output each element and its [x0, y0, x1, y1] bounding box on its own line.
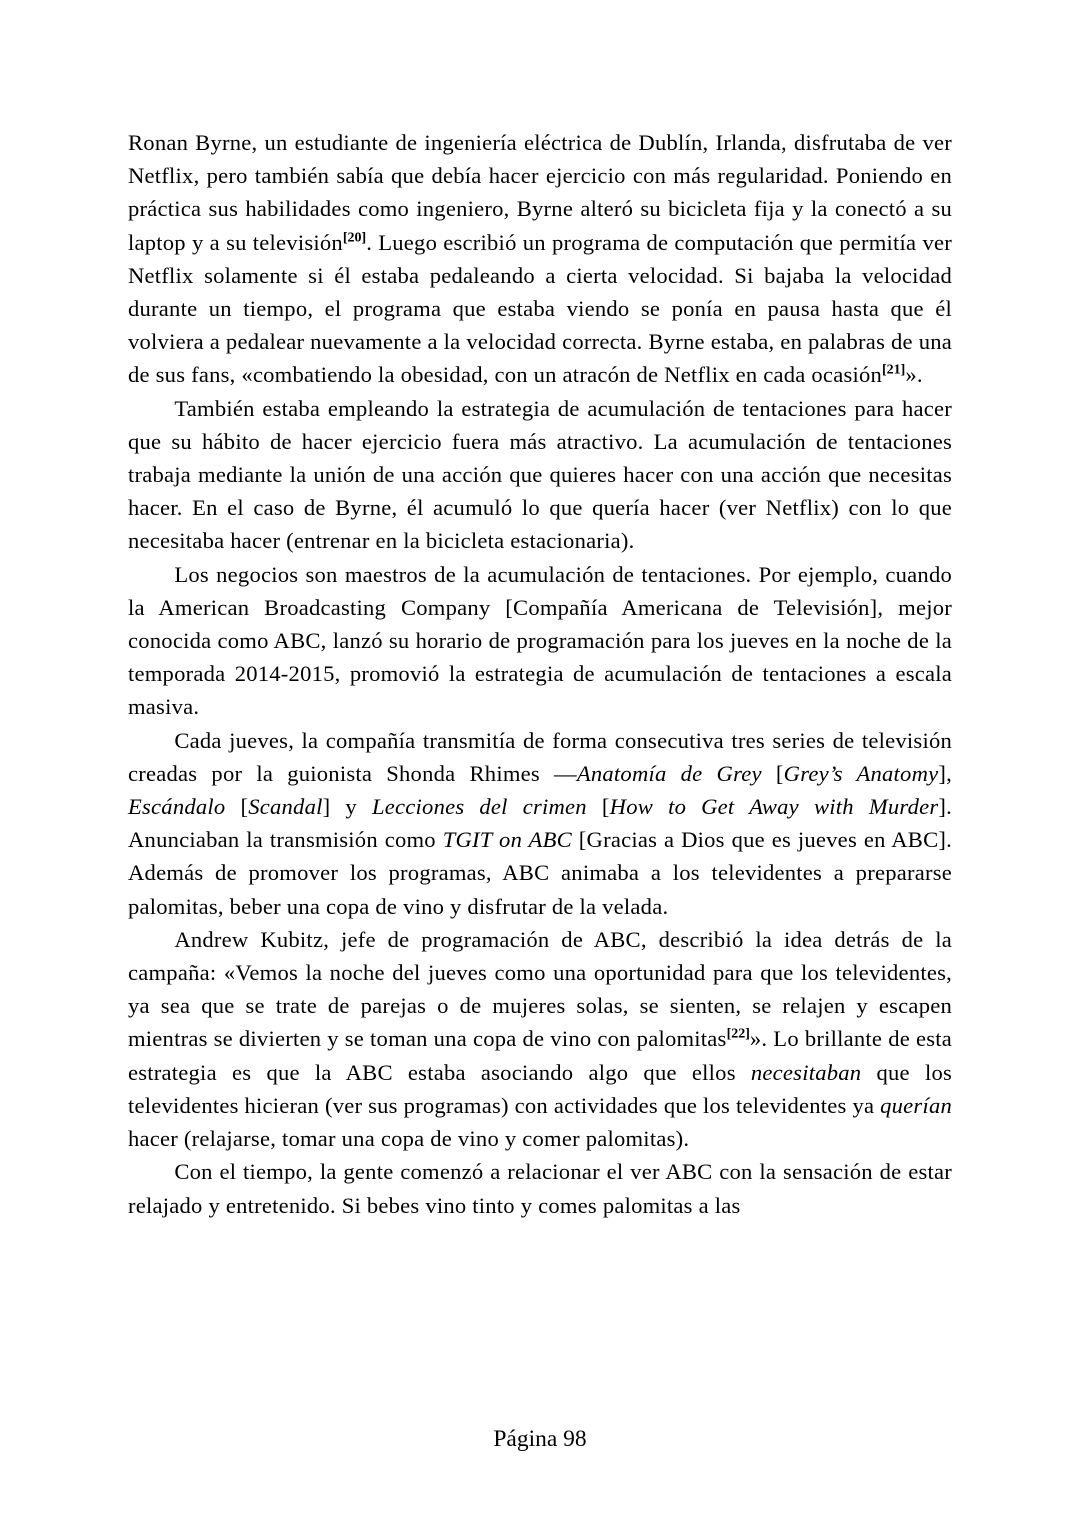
text-run: Andrew Kubitz, jefe de programación de ABC, describió la idea detrás de la campaña: «Vemos la noche del jueves como una oportunidad para que los televidentes, ya sea que se trate de parejas o de mujeres solas, se sienten, se relajen y escapen mientras se divierten y se toman una copa de vino con palomitas — [128, 926, 952, 1052]
italic-text: Scandal — [248, 794, 323, 820]
text-run: ». — [905, 362, 923, 388]
italic-text: Anatomía de Grey — [576, 760, 762, 786]
text-run: Los negocios son maestros de la acumulación de tentaciones. Por ejemplo, cuando la American Broadcasting Company [Compañía Americana de Televisión], mejor conocida como ABC, lanzó su horario de programación para los jueves en la noche de la temporada 2014-2015, promovió la estrategia de acumulación de tentaciones a escala masiva. — [128, 561, 952, 720]
body-paragraph — [128, 392, 952, 558]
page-footer — [0, 1424, 1080, 1454]
text-run: . Luego escribió un programa de computación que permitía ver Netflix solamente si él estaba pedaleando a cierta velocidad. Si bajaba la velocidad durante un tiempo, el programa que estaba viendo se ponía en pausa hasta que él volviera a pedalear nuevamente a la velocidad correcta. Byrne estaba, en palabras de una de sus fans, «combatiendo la obesidad, con un atracón de Netflix en cada ocasión — [128, 229, 952, 388]
italic-text: Escándalo — [128, 794, 226, 820]
text-run: [ — [225, 794, 249, 820]
text-run: Ronan Byrne, un estudiante de ingeniería eléctrica de Dublín, Irlanda, disfrutaba de ver Netflix, pero también sabía que debía hacer ejercicio con más regularidad. Poniendo en práctica sus habilidades como ingeniero, Byrne alteró su bicicleta fija y la conectó a su laptop y a su televisión — [128, 130, 952, 255]
italic-text: necesitaban — [750, 1059, 862, 1085]
body-text-column — [128, 126, 952, 1222]
text-run: que los televidentes hicieran (ver sus programas) con actividades que los televidentes ya — [128, 1059, 952, 1118]
text-run: ], — [938, 760, 952, 786]
text-run: [ — [761, 760, 784, 786]
text-run: [Gracias a Dios que es jueves en ABC]. Además de promover los programas, ABC animaba a los televidentes a prepararse palomitas, beber una copa de vino y disfrutar de la velada. — [128, 827, 952, 919]
italic-text: TGIT on ABC — [442, 827, 572, 853]
italic-text: querían — [880, 1092, 952, 1118]
text-run: Cada jueves, la compañía transmitía de forma consecutiva tres series de televisión creadas por la guionista Shonda Rhimes — — [128, 727, 952, 786]
text-run: Con el tiempo, la gente comenzó a relacionar el ver ABC con la sensación de estar relajado y entretenido. Si bebes vino tinto y comes palomitas a las — [128, 1159, 952, 1218]
footnote-reference[interactable]: [21] — [882, 362, 906, 378]
text-run: ]. Anunciaban la transmisión como — [128, 794, 953, 853]
text-run: ] y — [322, 794, 372, 820]
text-run: También estaba empleando la estrategia de acumulación de tentaciones para hacer que su hábito de hacer ejercicio fuera más atractivo. La acumulación de tentaciones trabaja mediante la unión de una acción que quieres hacer con una acción que necesitas hacer. En el caso de Byrne, él acumuló lo que quería hacer (ver Netflix) con lo que necesitaba hacer (entrenar en la bicicleta estacionaria). — [128, 395, 952, 554]
body-paragraph — [128, 923, 952, 1155]
footnote-reference[interactable]: [20] — [342, 230, 367, 246]
page-number-label: Página 98 — [493, 1426, 587, 1452]
text-run: [ — [586, 794, 610, 820]
body-paragraph — [128, 558, 952, 724]
text-run: hacer (relajarse, tomar una copa de vino y comer palomitas). — [128, 1126, 690, 1152]
text-run: ». Lo brillante de esta estrategia es que la ABC estaba asociando algo que ellos — [128, 1026, 953, 1085]
body-paragraph — [128, 724, 952, 923]
body-paragraph — [128, 1155, 952, 1221]
italic-text: Lecciones del crimen — [371, 794, 587, 820]
italic-text: Grey’s Anatomy — [783, 760, 939, 786]
footnote-reference[interactable]: [22] — [726, 1026, 750, 1042]
italic-text: How to Get Away with Murder — [609, 794, 939, 820]
body-paragraph — [128, 126, 952, 392]
